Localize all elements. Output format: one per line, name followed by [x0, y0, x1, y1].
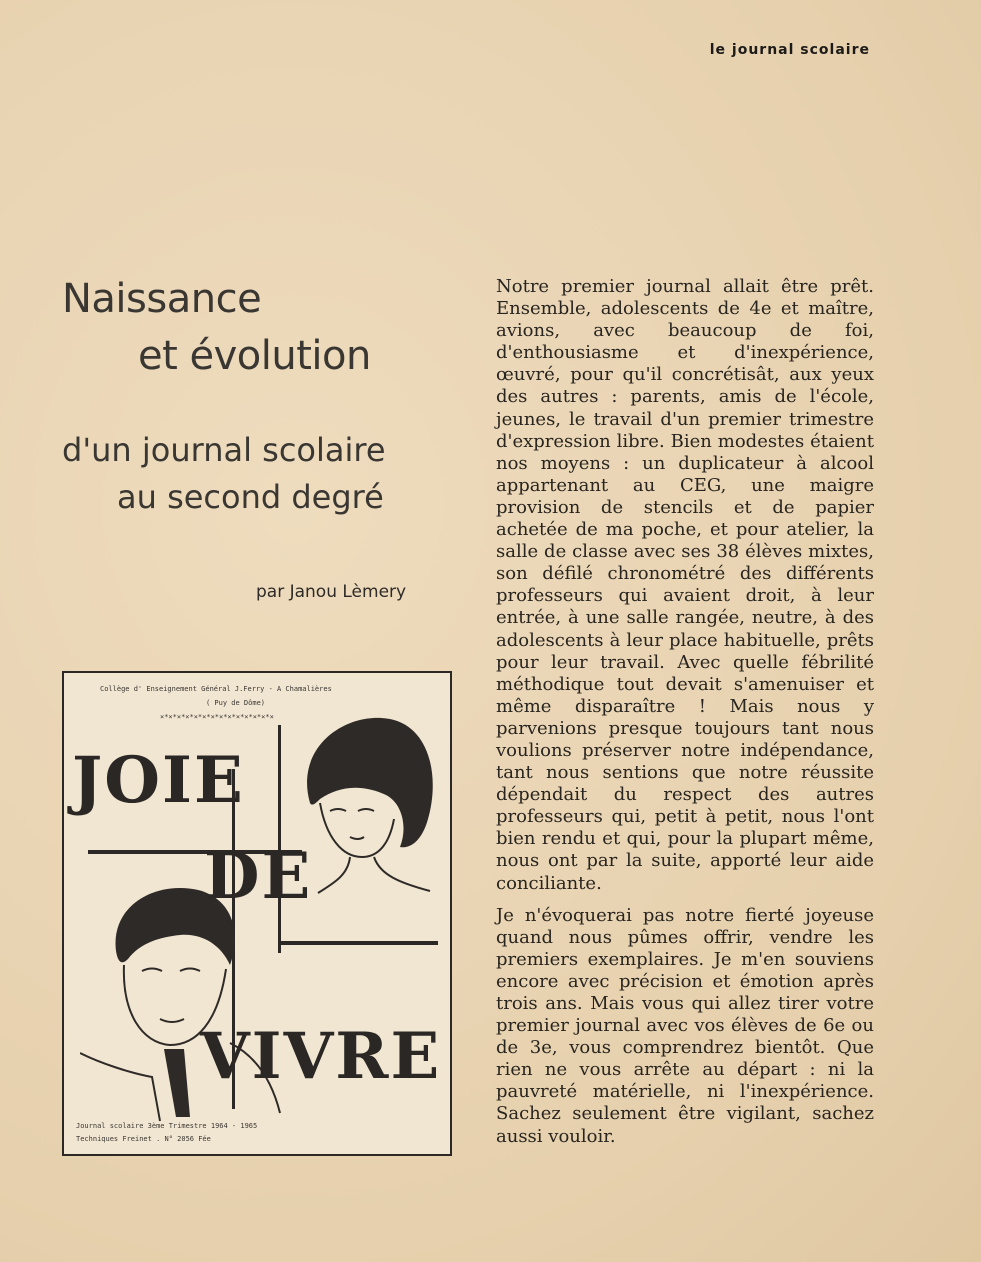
- cover-footer-line-2: Techniques Freinet . N° 2056 Fée: [76, 1135, 211, 1143]
- article-body: [496, 276, 874, 1158]
- article-paragraph-1: Notre premier journal allait être prêt. Ensemble, adolescents de 4e et maître, avions, avec beaucoup de foi, d'enthousiasme et d'inexpérience, œuvré, pour qu'il concrétisât, aux yeux des autres : parents, amis de l'école, jeunes, le travail d'un premier trimestre d'expression libre. Bien modestes étaient nos moyens : un duplicateur à alcool appartenant au CEG, une maigre provision de stencils et de papier achetée de ma poche, et pour atelier, la salle de classe avec ses 38 élèves mixtes, son défilé chronométré des différents professeurs qui avaient droit, à leur entrée, à une salle rangée, neutre, à des adolescents à leur place habituelle, prêts pour leur travail. Avec quelle fébrilité méthodique tout devait s'amenuiser et même disparaître ! Mais nous y parvenions presque toujours tant nous voulions préserver notre indépendance, tant nous sentions que notre réussite dépendait du respect des autres professeurs qui, petit à petit, nous l'ont bien rendu et qui, pour la plupart même, nous ont par la suite, apporté leur aide conciliante.: [496, 276, 874, 894]
- cover-stars-line: ×*×*×*×*×*×*×*×*×*×*×*×*×*×: [160, 713, 274, 721]
- article-subtitle-line-1: d'un journal scolaire: [62, 431, 386, 469]
- cover-school-line: Collège d' Enseignement Général J.Ferry - A Chamalières: [100, 685, 332, 693]
- cover-title-vivre: VIVRE: [200, 1019, 442, 1094]
- journal-cover-image: [62, 671, 452, 1156]
- girl-portrait-drawing: [290, 707, 440, 897]
- article-paragraph-2: Je n'évoquerai pas notre fierté joyeuse quand nous pûmes offrir, vendre les premiers exemplaires. Je m'en souviens encore avec précision et émotion après trois ans. Mais vous qui allez tirer votre premier journal avec vos élèves de 6e ou de 3e, vous comprendrez bientôt. Que rien ne vous arrête au départ : ni la pauvreté matérielle, ni l'inexpérience. Sachez seulement être vigilant, sachez aussi vouloir.: [496, 904, 874, 1147]
- byline: par Janou Lèmery: [256, 582, 407, 602]
- article-title-line-2: et évolution: [138, 333, 371, 379]
- cover-rule: [278, 941, 438, 945]
- cover-place-line: ( Puy de Dôme): [206, 699, 266, 707]
- cover-footer-line-1: Journal scolaire 3ème Trimestre 1964 - 1965: [76, 1122, 258, 1130]
- running-head: le journal scolaire: [709, 42, 870, 58]
- cover-title-de: DE: [204, 839, 313, 914]
- cover-title-joie: JOIE: [72, 743, 245, 818]
- article-title-line-1: Naissance: [62, 276, 262, 322]
- article-subtitle-line-2: au second degré: [117, 478, 384, 516]
